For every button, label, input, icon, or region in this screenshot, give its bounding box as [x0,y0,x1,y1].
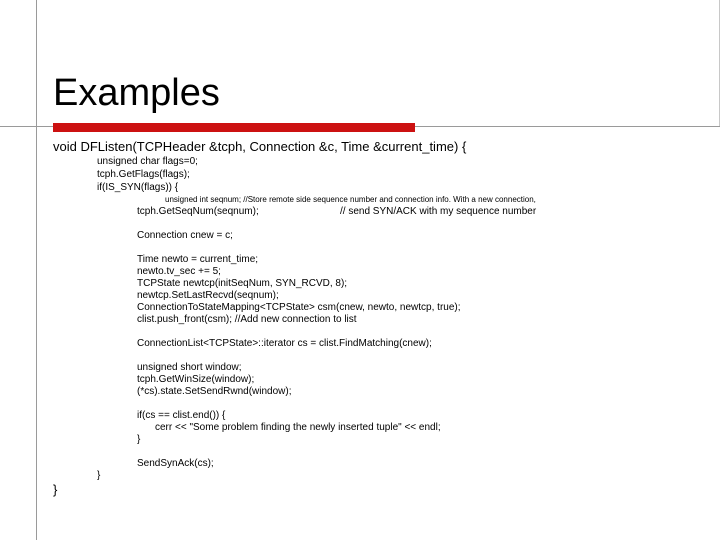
code-line: unsigned short window; [137,362,242,373]
frame-vertical-line [36,0,37,540]
code-line: tcph.GetSeqNum(seqnum); [137,206,259,217]
slide-title: Examples [53,72,220,114]
code-line-close-brace: } [97,470,101,481]
title-underline [415,126,675,127]
code-line-comment: // send SYN/ACK with my sequence number [340,206,537,217]
code-line: tcph.GetWinSize(window); [137,374,255,385]
code-line: Connection cnew = c; [137,230,233,241]
code-line: Time newto = current_time; [137,254,259,265]
code-line: tcph.GetFlags(flags); [97,169,190,180]
code-line: SendSynAck(cs); [137,458,214,469]
code-line: newtcp.SetLastRecvd(seqnum); [137,290,279,301]
code-line: ConnectionToStateMapping<TCPState> csm(cnew, newto, newtcp, true); [137,302,461,313]
code-line: newto.tv_sec += 5; [137,266,221,277]
code-line: clist.push_front(csm); //Add new connection to list [137,314,357,325]
code-line: if(cs == clist.end()) { [137,410,226,421]
code-line: if(IS_SYN(flags)) { [97,182,179,193]
code-line: TCPState newtcp(initSeqNum, SYN_RCVD, 8); [137,278,348,289]
code-line: } [137,434,141,445]
code-line-signature: void DFListen(TCPHeader &tcph, Connection &c, Time &current_time) { [53,139,467,154]
code-line-close-brace: } [53,482,58,497]
code-line: unsigned char flags=0; [97,156,198,167]
title-accent-bar [53,123,415,132]
code-line: (*cs).state.SetSendRwnd(window); [137,386,292,397]
code-line: cerr << "Some problem finding the newly inserted tuple" << endl; [155,422,441,433]
code-line: ConnectionList<TCPState>::iterator cs = clist.FindMatching(cnew); [137,338,432,349]
code-line-comment: unsigned int seqnum; //Store remote side sequence number and connection info. With a new connection, [165,195,536,204]
